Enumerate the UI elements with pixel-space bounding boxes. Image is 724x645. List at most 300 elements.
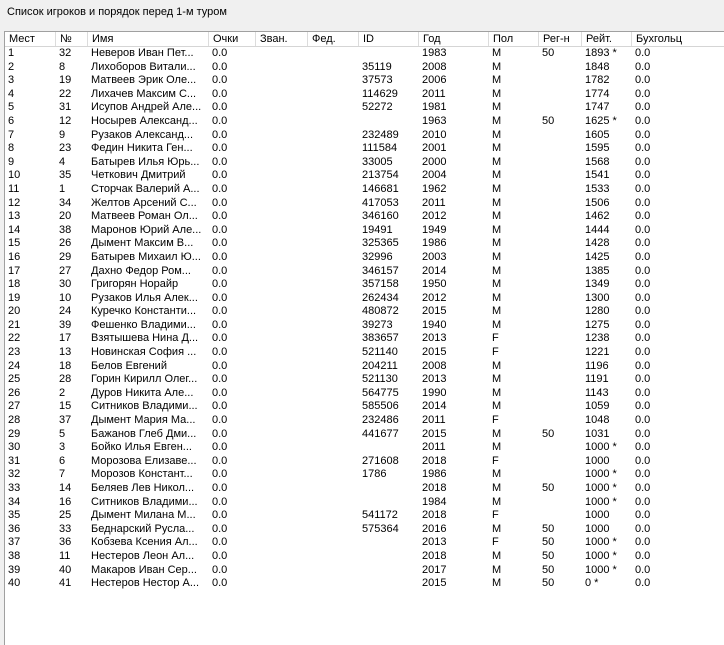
col-points: 0.0	[212, 114, 228, 127]
col-place: 4	[8, 87, 15, 100]
col-sex: M	[492, 60, 502, 73]
header-col-number[interactable]: №	[56, 32, 88, 46]
col-year: 2006	[422, 74, 447, 87]
col-place: 10	[8, 169, 21, 182]
col-rating: 1625 *	[585, 114, 617, 127]
col-place: 40	[8, 577, 21, 590]
col-region	[539, 387, 582, 401]
table-row[interactable]	[5, 332, 724, 346]
col-number: 14	[59, 482, 72, 494]
col-name: Дымент Мария Ма...	[91, 414, 196, 427]
col-points: 0.0	[212, 373, 228, 386]
table-row[interactable]	[5, 360, 724, 374]
col-buchholz: 0.0	[635, 373, 651, 386]
col-place: 19	[8, 291, 21, 304]
col-points: 0.0	[212, 509, 228, 522]
col-id: 521130	[362, 373, 398, 386]
col-buchholz: 0.0	[635, 414, 651, 427]
table-row[interactable]	[5, 414, 724, 428]
col-place: 23	[8, 346, 21, 359]
col-year: 2014	[422, 400, 447, 413]
col-name: Бажанов Глеб Дми...	[91, 427, 197, 440]
col-place: 21	[8, 318, 21, 331]
col-buchholz: 0.0	[635, 359, 651, 372]
table-row[interactable]	[5, 156, 724, 170]
col-buchholz: 0.0	[635, 142, 651, 155]
table-row[interactable]	[5, 441, 724, 455]
col-sex: M	[492, 250, 502, 263]
col-place: 38	[8, 549, 21, 562]
header-col-title[interactable]: Зван.	[256, 32, 308, 46]
col-sex: M	[492, 128, 502, 141]
col-region: 50	[542, 563, 555, 576]
col-year: 2015	[422, 577, 447, 590]
col-federation	[308, 265, 359, 279]
col-title	[256, 496, 308, 510]
col-name: Беляев Лев Никол...	[91, 482, 195, 494]
col-number: 10	[59, 291, 72, 304]
header-col-buchholz[interactable]: Бухгольц	[632, 32, 724, 46]
col-title	[256, 319, 308, 333]
col-region	[539, 88, 582, 102]
col-buchholz: 0.0	[635, 482, 651, 494]
col-sex: M	[492, 237, 502, 250]
col-buchholz: 0.0	[635, 196, 651, 209]
col-id: 441677	[362, 427, 399, 440]
col-sex: M	[492, 210, 502, 223]
col-year: 2008	[422, 60, 447, 73]
col-number: 6	[59, 454, 66, 467]
table-row[interactable]	[5, 468, 724, 482]
col-sex: F	[492, 346, 499, 359]
col-buchholz: 0.0	[635, 114, 651, 127]
table-row[interactable]	[5, 251, 724, 265]
col-name: Исупов Андрей Але...	[91, 101, 202, 114]
col-sex: M	[492, 47, 502, 59]
header-col-name[interactable]: Имя	[88, 32, 209, 46]
col-points: 0.0	[212, 577, 228, 590]
col-number: 30	[59, 278, 72, 291]
col-number: 13	[59, 346, 72, 359]
col-title	[256, 536, 308, 550]
table-row[interactable]	[5, 536, 724, 550]
col-year: 1986	[422, 237, 447, 250]
col-year: 2011	[422, 196, 446, 209]
table-row[interactable]	[5, 74, 724, 88]
table-row[interactable]	[5, 88, 724, 102]
col-title	[256, 360, 308, 374]
col-rating: 1425	[585, 250, 610, 263]
col-place: 14	[8, 223, 21, 236]
col-federation	[308, 387, 359, 401]
col-title	[256, 88, 308, 102]
col-points: 0.0	[212, 305, 228, 318]
col-number: 31	[59, 101, 72, 114]
col-buchholz: 0.0	[635, 441, 651, 454]
col-number: 33	[59, 522, 72, 535]
col-region	[539, 292, 582, 306]
col-title	[256, 224, 308, 238]
header-col-sex[interactable]: Пол	[489, 32, 539, 46]
col-rating: 1893 *	[585, 47, 617, 59]
table-row[interactable]	[5, 101, 724, 115]
col-points: 0.0	[212, 155, 228, 168]
col-sex: M	[492, 549, 502, 562]
col-federation	[308, 360, 359, 374]
col-year: 2010	[422, 128, 447, 141]
col-year: 1986	[422, 468, 447, 481]
col-buchholz: 0.0	[635, 250, 651, 263]
table-row[interactable]	[5, 319, 724, 333]
col-title	[256, 414, 308, 428]
col-place: 24	[8, 359, 21, 372]
col-id: 204211	[362, 359, 398, 372]
col-rating: 1848	[585, 60, 610, 73]
col-federation	[308, 455, 359, 469]
col-federation	[308, 197, 359, 211]
col-region: 50	[542, 114, 555, 127]
col-sex: M	[492, 291, 502, 304]
col-rating: 1533	[585, 182, 610, 195]
col-region	[539, 278, 582, 292]
col-federation	[308, 47, 359, 61]
col-year: 2011	[422, 441, 446, 454]
col-buchholz: 0.0	[635, 278, 651, 291]
col-year: 2012	[422, 210, 447, 223]
col-name: Федин Никита Ген...	[91, 142, 193, 155]
col-title	[256, 183, 308, 197]
table-row[interactable]	[5, 482, 724, 496]
col-id	[359, 550, 419, 564]
col-region	[539, 224, 582, 238]
col-number: 4	[59, 155, 66, 168]
col-place: 27	[8, 400, 21, 413]
col-buchholz: 0.0	[635, 210, 651, 223]
table-row[interactable]	[5, 129, 724, 143]
col-place: 15	[8, 237, 21, 250]
col-region	[539, 373, 582, 387]
col-federation	[308, 414, 359, 428]
col-title	[256, 292, 308, 306]
col-place: 16	[8, 250, 21, 263]
table-row[interactable]	[5, 197, 724, 211]
col-region	[539, 360, 582, 374]
col-rating: 1462	[585, 210, 610, 223]
table-row[interactable]	[5, 428, 724, 442]
col-federation	[308, 564, 359, 578]
col-region	[539, 183, 582, 197]
table-row[interactable]	[5, 210, 724, 224]
col-points: 0.0	[212, 196, 228, 209]
col-federation	[308, 142, 359, 156]
col-federation	[308, 468, 359, 482]
col-number: 38	[59, 223, 72, 236]
col-federation	[308, 373, 359, 387]
col-title	[256, 468, 308, 482]
table-row[interactable]	[5, 169, 724, 183]
col-points: 0.0	[212, 278, 228, 291]
col-rating: 1031	[585, 427, 610, 440]
col-points: 0.0	[212, 223, 228, 236]
table-row[interactable]	[5, 373, 724, 387]
col-title	[256, 169, 308, 183]
col-title	[256, 346, 308, 360]
col-region	[539, 346, 582, 360]
col-id: 417053	[362, 196, 399, 209]
col-name: Морозов Констант...	[91, 468, 193, 481]
header-col-region[interactable]: Рег-н	[539, 32, 582, 46]
col-number: 39	[59, 318, 72, 331]
col-buchholz: 0.0	[635, 400, 651, 413]
col-sex: M	[492, 359, 502, 372]
col-title	[256, 305, 308, 319]
table-row[interactable]	[5, 142, 724, 156]
col-id: 271608	[362, 454, 399, 467]
col-buchholz: 0.0	[635, 169, 651, 182]
col-buchholz: 0.0	[635, 87, 651, 100]
table-row[interactable]	[5, 61, 724, 75]
col-place: 31	[8, 454, 21, 467]
col-number: 40	[59, 563, 72, 576]
col-name: Белов Евгений	[91, 359, 167, 372]
col-points: 0.0	[212, 386, 228, 399]
col-rating: 1143	[585, 386, 609, 399]
col-place: 17	[8, 264, 21, 277]
col-points: 0.0	[212, 468, 228, 481]
col-points: 0.0	[212, 482, 228, 494]
col-number: 18	[59, 359, 72, 372]
col-place: 7	[8, 128, 15, 141]
col-sex: F	[492, 332, 499, 345]
col-sex: F	[492, 509, 499, 522]
header-col-place[interactable]: Мест	[5, 32, 56, 46]
col-buchholz: 0.0	[635, 305, 651, 318]
col-number: 29	[59, 250, 72, 263]
col-number: 2	[59, 386, 66, 399]
col-sex: M	[492, 223, 502, 236]
col-id: 111584	[362, 142, 398, 155]
col-year: 2015	[422, 305, 447, 318]
col-region	[539, 265, 582, 279]
players-list[interactable]	[4, 31, 724, 645]
col-rating: 1000 *	[585, 549, 617, 562]
col-federation	[308, 61, 359, 75]
col-title	[256, 441, 308, 455]
col-name: Лихачев Максим С...	[91, 87, 197, 100]
col-points: 0.0	[212, 359, 228, 372]
col-year: 1990	[422, 386, 447, 399]
col-points: 0.0	[212, 441, 228, 454]
table-row[interactable]	[5, 509, 724, 523]
table-row[interactable]	[5, 564, 724, 578]
col-id	[359, 482, 419, 496]
col-rating: 1000 *	[585, 482, 617, 494]
col-title	[256, 251, 308, 265]
col-id	[359, 496, 419, 510]
col-id: 575364	[362, 522, 399, 535]
table-row[interactable]	[5, 292, 724, 306]
col-federation	[308, 101, 359, 115]
col-federation	[308, 183, 359, 197]
col-rating: 1000 *	[585, 441, 617, 454]
table-row[interactable]	[5, 496, 724, 510]
window-title: Список игроков и порядок перед 1-м туром	[7, 6, 227, 18]
col-federation	[308, 129, 359, 143]
header-col-federation[interactable]: Фед.	[308, 32, 359, 46]
col-points: 0.0	[212, 87, 228, 100]
header-col-year[interactable]: Год	[419, 32, 489, 46]
col-year: 2011	[422, 87, 446, 100]
col-id	[359, 441, 419, 455]
col-id: 19491	[362, 223, 393, 236]
col-name: Рузаков Илья Алек...	[91, 291, 198, 304]
header-col-rating[interactable]: Рейт.	[582, 32, 632, 46]
col-sex: M	[492, 278, 502, 291]
col-title	[256, 387, 308, 401]
col-points: 0.0	[212, 454, 228, 467]
col-number: 8	[59, 60, 66, 73]
col-region	[539, 468, 582, 482]
table-row[interactable]	[5, 237, 724, 251]
col-id: 383657	[362, 332, 399, 345]
col-id	[359, 577, 419, 591]
header-col-id[interactable]: ID	[359, 32, 419, 46]
col-points: 0.0	[212, 318, 228, 331]
table-row[interactable]	[5, 305, 724, 319]
col-year: 2013	[422, 536, 447, 549]
col-federation	[308, 319, 359, 333]
table-row[interactable]	[5, 265, 724, 279]
col-id: 232486	[362, 414, 399, 427]
col-points: 0.0	[212, 495, 228, 508]
col-year: 2016	[422, 522, 447, 535]
col-federation	[308, 156, 359, 170]
col-region	[539, 237, 582, 251]
col-points: 0.0	[212, 427, 228, 440]
col-year: 2018	[422, 454, 447, 467]
col-buchholz: 0.0	[635, 264, 651, 277]
col-place: 29	[8, 427, 21, 440]
table-row[interactable]	[5, 183, 724, 197]
col-id	[359, 536, 419, 550]
col-place: 1	[8, 47, 15, 59]
col-year: 1949	[422, 223, 447, 236]
col-federation	[308, 292, 359, 306]
col-name: Бойко Илья Евген...	[91, 441, 192, 454]
col-place: 9	[8, 155, 15, 168]
table-row[interactable]	[5, 115, 724, 129]
col-id: 33005	[362, 155, 393, 168]
table-row[interactable]	[5, 577, 724, 591]
col-region: 50	[542, 482, 555, 494]
table-row[interactable]	[5, 47, 724, 61]
col-buchholz: 0.0	[635, 332, 651, 345]
col-title	[256, 156, 308, 170]
col-points: 0.0	[212, 563, 228, 576]
col-rating: 1300	[585, 291, 610, 304]
col-title	[256, 482, 308, 496]
col-buchholz: 0.0	[635, 563, 651, 576]
col-year: 2013	[422, 373, 447, 386]
col-buchholz: 0.0	[635, 101, 651, 114]
col-year: 1940	[422, 318, 447, 331]
col-number: 37	[59, 414, 72, 427]
col-name: Носырев Александ...	[91, 114, 198, 127]
col-rating: 1444	[585, 223, 610, 236]
col-name: Маронов Юрий Але...	[91, 223, 202, 236]
col-name: Рузаков Александ...	[91, 128, 194, 141]
col-sex: M	[492, 74, 502, 87]
table-row[interactable]	[5, 455, 724, 469]
col-region	[539, 509, 582, 523]
col-rating: 1000 *	[585, 468, 617, 481]
col-rating: 1349	[585, 278, 610, 291]
table-row[interactable]	[5, 550, 724, 564]
table-row[interactable]	[5, 523, 724, 537]
col-name: Дымент Милана М...	[91, 509, 196, 522]
col-year: 1962	[422, 182, 447, 195]
col-name: Куречко Константи...	[91, 305, 197, 318]
col-id: 262434	[362, 291, 399, 304]
col-id	[359, 564, 419, 578]
col-title	[256, 564, 308, 578]
col-region: 50	[542, 522, 555, 535]
col-rating: 1000 *	[585, 563, 617, 576]
col-sex: F	[492, 454, 499, 467]
col-number: 17	[59, 332, 72, 345]
col-points: 0.0	[212, 128, 228, 141]
table-row[interactable]	[5, 387, 724, 401]
col-points: 0.0	[212, 536, 228, 549]
col-sex: M	[492, 468, 502, 481]
col-year: 2008	[422, 359, 447, 372]
col-sex: M	[492, 563, 502, 576]
col-rating: 1595	[585, 142, 610, 155]
col-place: 28	[8, 414, 21, 427]
col-buchholz: 0.0	[635, 577, 651, 590]
col-title	[256, 142, 308, 156]
col-name: Дахно Федор Ром...	[91, 264, 191, 277]
col-title	[256, 74, 308, 88]
col-buchholz: 0.0	[635, 454, 651, 467]
col-number: 12	[59, 114, 72, 127]
col-name: Дуров Никита Але...	[91, 386, 194, 399]
table-row[interactable]	[5, 346, 724, 360]
col-region: 50	[542, 577, 555, 590]
table-row[interactable]	[5, 224, 724, 238]
col-federation	[308, 115, 359, 129]
header-col-points[interactable]: Очки	[209, 32, 256, 46]
col-federation	[308, 577, 359, 591]
col-region	[539, 129, 582, 143]
col-number: 15	[59, 400, 72, 413]
col-year: 1963	[422, 114, 447, 127]
col-name: Четкович Дмитрий	[91, 169, 186, 182]
col-sex: M	[492, 182, 502, 195]
col-year: 2017	[422, 563, 447, 576]
col-number: 41	[59, 577, 72, 590]
col-buchholz: 0.0	[635, 346, 651, 359]
table-row[interactable]	[5, 278, 724, 292]
col-rating: 1000	[585, 522, 610, 535]
col-number: 28	[59, 373, 72, 386]
col-place: 12	[8, 196, 21, 209]
col-place: 39	[8, 563, 21, 576]
col-name: Батырев Илья Юрь...	[91, 155, 200, 168]
col-year: 2011	[422, 414, 446, 427]
table-row[interactable]	[5, 400, 724, 414]
col-number: 9	[59, 128, 66, 141]
